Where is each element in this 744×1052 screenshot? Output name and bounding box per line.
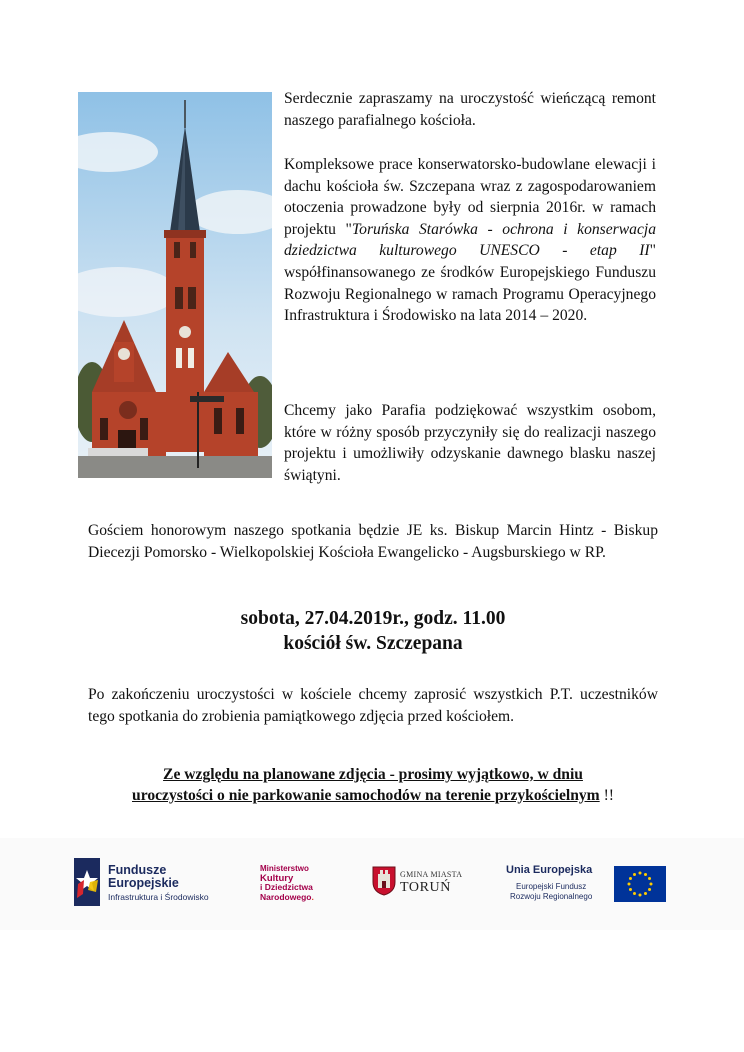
ue-sub-1: Europejski Fundusz (516, 882, 587, 891)
eu-star-icon (633, 892, 636, 895)
after-ceremony-paragraph (88, 684, 658, 727)
ministerstwo-kultury-logo: Ministerstwo Kultury i Dziedzictwa Narodowego. (260, 864, 314, 902)
fe-title-1: Fundusze (108, 863, 167, 877)
torun-name-text: TORUŃ (400, 880, 451, 895)
eu-star-icon (644, 873, 647, 876)
church-photo (78, 92, 272, 478)
eu-flag-icon (614, 866, 666, 902)
eu-star-icon (639, 872, 642, 875)
torun-coat-of-arms-icon (372, 866, 396, 896)
eu-star-icon (629, 877, 632, 880)
event-info (88, 606, 658, 656)
notice-suffix: !! (599, 787, 614, 804)
eu-star-icon (648, 877, 651, 880)
thanks-text: Chcemy jako Parafia podziękować wszystkim osobom, które w różny sposób przyczyniły się do realizacji naszego projektu i umożliwiły odzyskanie dawnego blasku naszej świątyni. (284, 402, 656, 484)
thanks-paragraph (284, 400, 656, 486)
event-place: kościół św. Szczepana (283, 633, 463, 654)
fe-subtitle: Infrastruktura i Środowisko (108, 892, 209, 902)
intro-text: Serdecznie zapraszamy na uroczystość wieńczącą remont naszego parafialnego kościoła. (284, 90, 656, 129)
eu-star-icon (629, 888, 632, 891)
notice-line-2: uroczystości o nie parkowanie samochodów na terenie przykościelnym (132, 787, 600, 804)
event-date: sobota, 27.04.2019r., godz. 11.00 (240, 608, 506, 629)
after-ceremony-text: Po zakończeniu uroczystości w kościele chcemy zaprosić wszystkich P.T. uczestników tego spotkania do zrobienia pamiątkowego zdjęcia przed kościołem. (88, 686, 658, 725)
eu-star-icon (644, 892, 647, 895)
ue-sub-2: Rozwoju Regionalnego (510, 892, 593, 901)
eu-star-icon (650, 883, 653, 886)
ue-title: Unia Europejska (506, 864, 593, 876)
fe-star-icon (74, 858, 100, 906)
fundusze-europejskie-logo (74, 858, 224, 910)
eu-star-icon (648, 888, 651, 891)
eu-star-icon (628, 883, 631, 886)
parking-notice (88, 764, 658, 806)
guest-text: Gościem honorowym naszego spotkania będzie JE ks. Biskup Marcin Hintz - Biskup Diecezji Pomorsko - Wielkopolskiej Kościoła Ewangelicko - Augsburskiego w RP. (88, 522, 658, 561)
eu-star-icon (633, 873, 636, 876)
eu-star-icon (639, 894, 642, 897)
project-paragraph (284, 154, 656, 327)
notice-line-1: Ze względu na planowane zdjęcia - prosimy wyjątkowo, w dniu (163, 766, 583, 783)
project-name: Toruńska Starówka - ochrona i konserwacja dziedzictwa kulturowego UNESCO - etap II (284, 220, 656, 260)
fe-title-2: Europejskie (108, 876, 179, 890)
guest-paragraph (88, 520, 658, 563)
mk-line-1: Ministerstwo (260, 864, 309, 873)
intro-paragraph (284, 88, 656, 131)
mk-line-2: Kultury (260, 872, 294, 884)
project-text-before: Kompleksowe prace konserwatorsko-budowlane elewacji i dachu kościoła św. Szczepana wraz z zagospodarowaniem otoczenia prowadzone były od sierpnia 2016r. w ramach projektu " (284, 156, 656, 238)
torun-top-text: GMINA MIASTA (400, 870, 463, 879)
gmina-torun-logo (372, 864, 472, 904)
mk-line-4: Narodowego (260, 891, 312, 902)
mk-line-3: i Dziedzictwa (260, 882, 313, 892)
project-text-after: " współfinansowanego ze środków Europejskiego Funduszu Rozwoju Regionalnego w ramach Programu Operacyjnego Infrastruktura i Środowisko na lata 2014 – 2020. (284, 242, 656, 325)
